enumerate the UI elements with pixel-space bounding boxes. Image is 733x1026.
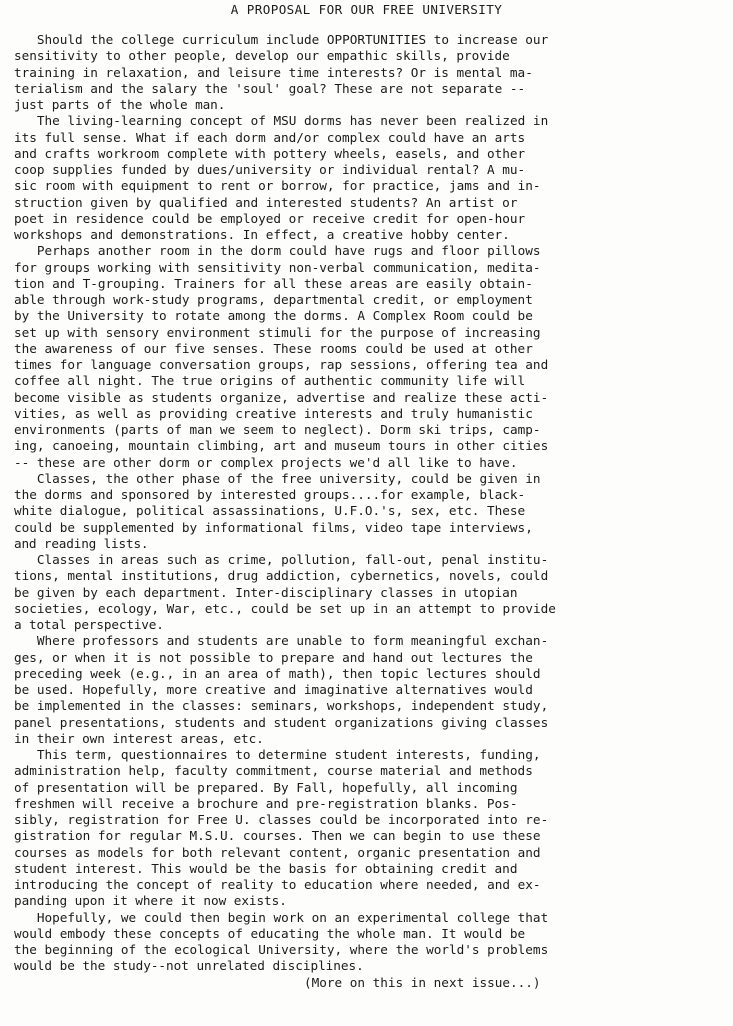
text-line: the awareness of our five senses. These rooms could be used at other: [14, 340, 533, 356]
text-line: would embody these concepts of educating the whole man. It would be: [14, 925, 526, 941]
text-line: poet in residence could be employed or receive credit for open-hour: [14, 210, 526, 226]
text-line: courses as models for both relevant content, organic presentation and: [14, 844, 541, 860]
text-line: be given by each department. Inter-disciplinary classes in utopian: [14, 584, 518, 600]
text-line: introducing the concept of reality to education where needed, and ex-: [14, 877, 541, 892]
text-line: white dialogue, political assassinations, U.F.O.'s, sex, etc. These: [14, 503, 526, 519]
text-line: vities, as well as providing creative interests and truly humanistic: [14, 405, 533, 421]
text-line: societies, ecology, War, etc., could be set up in an attempt to provide: [14, 600, 556, 616]
text-line: -- these are other dorm or complex projects we'd all like to have.: [14, 454, 518, 470]
text-line: just parts of the whole man.: [14, 97, 226, 112]
text-line: coop supplies funded by dues/university or individual rental? A mu-: [14, 162, 526, 177]
text-line: Classes, the other phase of the free university, could be given in: [14, 470, 541, 486]
text-line: The living-learning concept of MSU dorms has never been realized in: [14, 113, 549, 129]
text-line: gistration for regular M.S.U. courses. Then we can begin to use these: [14, 828, 541, 844]
document-title: A PROPOSAL FOR OUR FREE UNIVERSITY: [230, 2, 503, 17]
text-line: Should the college curriculum include OPPORTUNITIES to increase our: [14, 32, 549, 47]
text-line: (More on this in next issue...): [14, 974, 541, 990]
text-line: Classes in areas such as crime, pollution, fall-out, penal institu-: [14, 552, 549, 567]
text-line: Perhaps another room in the dorm could have rugs and floor pillows: [14, 243, 541, 259]
text-line: tions, mental institutions, drug addiction, cybernetics, novels, could: [14, 568, 549, 584]
text-line: set up with sensory environment stimuli for the purpose of increasing: [14, 324, 541, 340]
article-body: [14, 32, 724, 991]
text-line: panding upon it where it now exists.: [14, 893, 287, 909]
text-line: able through work-study programs, departmental credit, or employment: [14, 292, 533, 307]
text-line: training in relaxation, and leisure time interests? Or is mental ma-: [14, 64, 533, 80]
text-line: its full sense. What if each dorm and/or complex could have an arts: [14, 129, 526, 145]
text-line: Hopefully, we could then begin work on an experimental college that: [14, 909, 549, 925]
text-line: administration help, faculty commitment, course material and methods: [14, 763, 533, 779]
text-line: sensitivity to other people, develop our empathic skills, provide: [14, 48, 510, 64]
text-line: be implemented in the classes: seminars, workshops, independent study,: [14, 698, 549, 714]
text-line: struction given by qualified and interested students? An artist or: [14, 194, 518, 210]
text-line: of presentation will be prepared. By Fall, hopefully, all incoming: [14, 779, 518, 795]
text-line: workshops and demonstrations. In effect, a creative hobby center.: [14, 227, 510, 242]
text-line: environments (parts of man we seem to neglect). Dorm ski trips, camp-: [14, 422, 541, 437]
text-line: ges, or when it is not possible to prepare and hand out lectures the: [14, 649, 533, 665]
text-line: would be the study--not unrelated disciplines.: [14, 958, 364, 974]
text-line: and reading lists.: [14, 535, 149, 551]
text-line: and crafts workroom complete with pottery wheels, easels, and other: [14, 145, 526, 161]
text-line: freshmen will receive a brochure and pre-registration blanks. Pos-: [14, 795, 518, 811]
text-line: coffee all night. The true origins of authentic community life will: [14, 373, 526, 389]
text-line: sic room with equipment to rent or borrow, for practice, jams and in-: [14, 178, 541, 194]
text-line: panel presentations, students and student organizations giving classes: [14, 714, 549, 730]
text-line: This term, questionnaires to determine student interests, funding,: [14, 747, 541, 762]
text-line: by the University to rotate among the dorms. A Complex Room could be: [14, 308, 533, 324]
text-line: terialism and the salary the 'soul' goal? These are not separate --: [14, 80, 526, 96]
text-line: be used. Hopefully, more creative and imaginative alternatives would: [14, 682, 533, 697]
text-line: for groups working with sensitivity non-verbal communication, medita-: [14, 259, 541, 275]
text-line: Where professors and students are unable to form meaningful exchan-: [14, 633, 549, 649]
text-line: a total perspective.: [14, 617, 164, 632]
text-line: preceding week (e.g., in an area of math), then topic lectures should: [14, 665, 541, 681]
text-line: times for language conversation groups, rap sessions, offering tea and: [14, 357, 549, 372]
text-line: could be supplemented by informational films, video tape interviews,: [14, 519, 533, 535]
text-line: student interest. This would be the basis for obtaining credit and: [14, 860, 518, 876]
text-line: ing, canoeing, mountain climbing, art and museum tours in other cities: [14, 438, 549, 454]
text-line: the beginning of the ecological University, where the world's problems: [14, 942, 549, 957]
text-line: sibly, registration for Free U. classes could be incorporated into re-: [14, 812, 549, 827]
text-line: become visible as students organize, advertise and realize these acti-: [14, 389, 549, 405]
text-line: in their own interest areas, etc.: [14, 730, 264, 746]
text-line: the dorms and sponsored by interested groups....for example, black-: [14, 487, 526, 502]
text-line: tion and T-grouping. Trainers for all these areas are easily obtain-: [14, 275, 533, 291]
